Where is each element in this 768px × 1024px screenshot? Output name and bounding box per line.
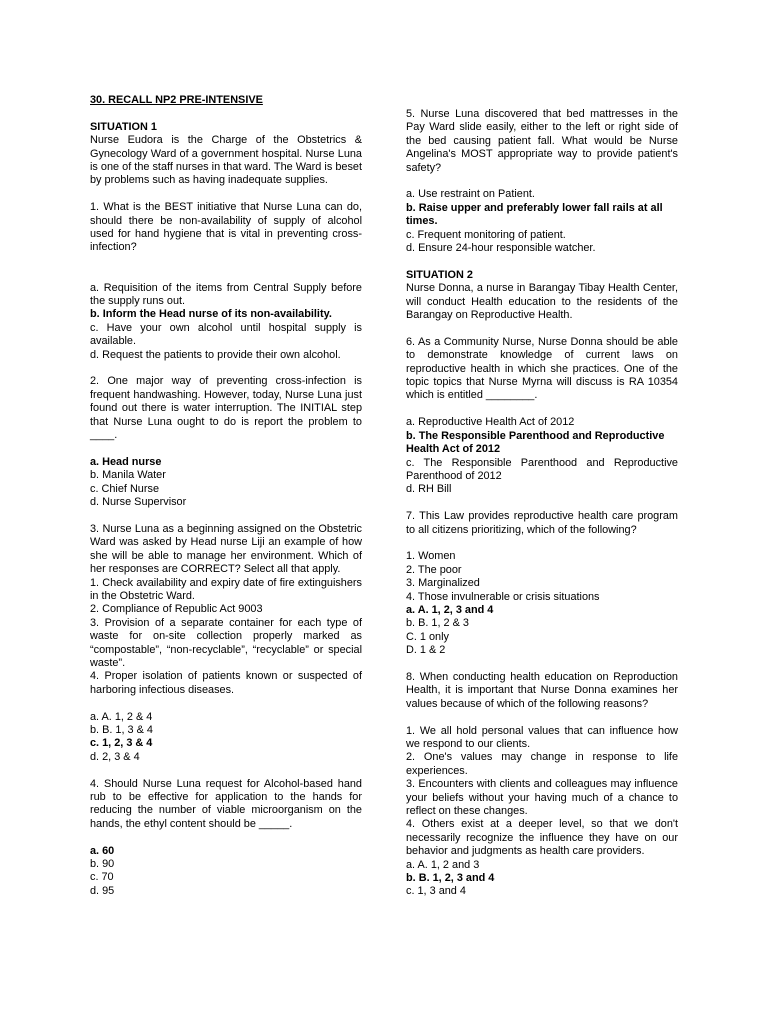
question-1-option-a: a. Requisition of the items from Central Supply before the supply runs out. — [90, 281, 362, 308]
question-8-item-4: 4. Others exist at a deeper level, so that we don't necessarily recognize the influence they have on our behavior and judgments as health care providers. — [406, 818, 678, 858]
question-4-option-a: a. 60 — [90, 844, 115, 857]
question-8-option-c: c. 1, 3 and 4 — [406, 885, 466, 898]
question-8-item-2: 2. One's values may change in response to life experiences. — [406, 751, 678, 777]
question-8-item-1: 1. We all hold personal values that can influence how we respond to our clients. — [406, 724, 678, 750]
question-7-item-1: 1. Women — [406, 550, 456, 563]
question-3-option-c: c. 1, 2, 3 & 4 — [90, 737, 153, 750]
question-4-option-d: d. 95 — [90, 884, 115, 897]
question-2-option-c: c. Chief Nurse — [90, 482, 159, 495]
question-8-text: 8. When conducting health education on Reproduction Health, it is important that Nurse Donna examines her values because of which of the following reasons? — [406, 670, 678, 710]
question-3-option-b: b. B. 1, 3 & 4 — [90, 723, 153, 736]
question-5-text: 5. Nurse Luna discovered that bed mattresses in the Pay Ward slide easily, either to the left or right side of the bed causing patient fall. What would be Nurse Angelina's MOST appropriate way to provide patient's safety? — [406, 108, 678, 174]
question-3-item-2: 2. Compliance of Republic Act 9003 — [90, 603, 263, 616]
situation-1-heading: SITUATION 1 — [90, 120, 157, 133]
question-3-text: 3. Nurse Luna as a beginning assigned on the Obstetric Ward was asked by Head nurse Liji an example of how she will be able to manage her environment. Which of her responses are CORRECT? Select all that apply. — [90, 522, 362, 576]
question-1-text: 1. What is the BEST initiative that Nurse Luna can do, should there be non-availability of supply of alcohol used for hand hygiene that is vital in preventing cross-infection? — [90, 201, 362, 254]
right-column — [406, 108, 678, 899]
question-3-option-d: d. 2, 3 & 4 — [90, 750, 140, 763]
question-6-option-b: b. The Responsible Parenthood and Reproductive Health Act of 2012 — [406, 429, 665, 456]
question-3-item-1: 1. Check availability and expiry date of fire extinguishers in the Obstetric Ward. — [90, 576, 362, 602]
question-6-option-c: c. The Responsible Parenthood and Reproductive Parenthood of 2012 — [406, 456, 678, 482]
question-3-option-a: a. A. 1, 2 & 4 — [90, 710, 153, 723]
question-5-option-a: a. Use restraint on Patient. — [406, 188, 535, 201]
question-5-option-d: d. Ensure 24-hour responsible watcher. — [406, 242, 596, 255]
question-7-option-c: C. 1 only — [406, 630, 449, 643]
question-7-option-d: D. 1 & 2 — [406, 644, 446, 657]
question-7-text: 7. This Law provides reproductive health care program to all citizens prioritizing, which of the following? — [406, 510, 678, 536]
question-1-option-d: d. Request the patients to provide their own alcohol. — [90, 348, 341, 361]
question-4-text: 4. Should Nurse Luna request for Alcohol-based hand rub to be effective for application to the hands for reducing the number of viable microorganism on the hands, the ethyl content should be _____. — [90, 777, 362, 830]
question-1-option-b: b. Inform the Head nurse of its non-availability. — [90, 308, 332, 321]
question-2-option-d: d. Nurse Supervisor — [90, 496, 187, 509]
question-7-option-a: a. A. 1, 2, 3 and 4 — [406, 603, 494, 616]
left-column — [90, 94, 362, 898]
question-7-item-3: 3. Marginalized — [406, 577, 480, 590]
question-2-option-a: a. Head nurse — [90, 455, 162, 468]
question-3-item-3: 3. Provision of a separate container for each type of waste for on-site collection properly marked as “compostable”, “non-recyclable”, “recyclable” or special waste”. — [90, 616, 362, 669]
situation-1-intro: Nurse Eudora is the Charge of the Obstetrics & Gynecology Ward of a government hospital. Nurse Luna is one of the staff nurses in that ward. The Ward is beset by problems such as having inadequate supplies. — [90, 134, 362, 187]
question-4-option-c: c. 70 — [90, 871, 114, 884]
question-6-text: 6. As a Community Nurse, Nurse Donna should be able to demonstrate knowledge of current laws on reproductive health in which she practices. One of the topic topics that Nurse Myrna will discuss is RA 10354 which is entitled ________. — [406, 335, 678, 402]
question-7-item-4: 4. Those invulnerable or crisis situations — [406, 590, 600, 603]
page-title: 30. RECALL NP2 PRE-INTENSIVE — [90, 94, 263, 106]
question-4-option-b: b. 90 — [90, 858, 115, 870]
question-8-item-3: 3. Encounters with clients and colleagues may influence your beliefs without your having much of a chance to reflect on these changes. — [406, 778, 678, 817]
question-5-option-b: b. Raise upper and preferably lower fall rails at all times. — [406, 201, 663, 228]
question-3-item-4: 4. Proper isolation of patients known or suspected of harboring infectious diseases. — [90, 670, 362, 696]
question-7-option-b: b. B. 1, 2 & 3 — [406, 617, 469, 630]
question-6-option-a: a. Reproductive Health Act of 2012 — [406, 416, 575, 429]
question-2-text: 2. One major way of preventing cross-infection is frequent handwashing. However, today, Nurse Luna just found out there is water interruption. The INITIAL step that Nurse Luna ought to do is report the problem to ____. — [90, 375, 362, 442]
situation-2-intro: Nurse Donna, a nurse in Barangay Tibay Health Center, will conduct Health education to the residents of the Barangay on Reproductive Health. — [406, 282, 678, 322]
question-5-option-c: c. Frequent monitoring of patient. — [406, 228, 566, 241]
question-7-item-2: 2. The poor — [406, 563, 462, 576]
question-1-option-c: c. Have your own alcohol until hospital supply is available. — [90, 321, 362, 348]
question-8-option-b: b. B. 1, 2, 3 and 4 — [406, 872, 495, 885]
question-2-option-b: b. Manila Water — [90, 469, 166, 482]
question-8-option-a: a. A. 1, 2 and 3 — [406, 858, 480, 871]
question-6-option-d: d. RH Bill — [406, 483, 452, 496]
situation-2-heading: SITUATION 2 — [406, 268, 473, 281]
